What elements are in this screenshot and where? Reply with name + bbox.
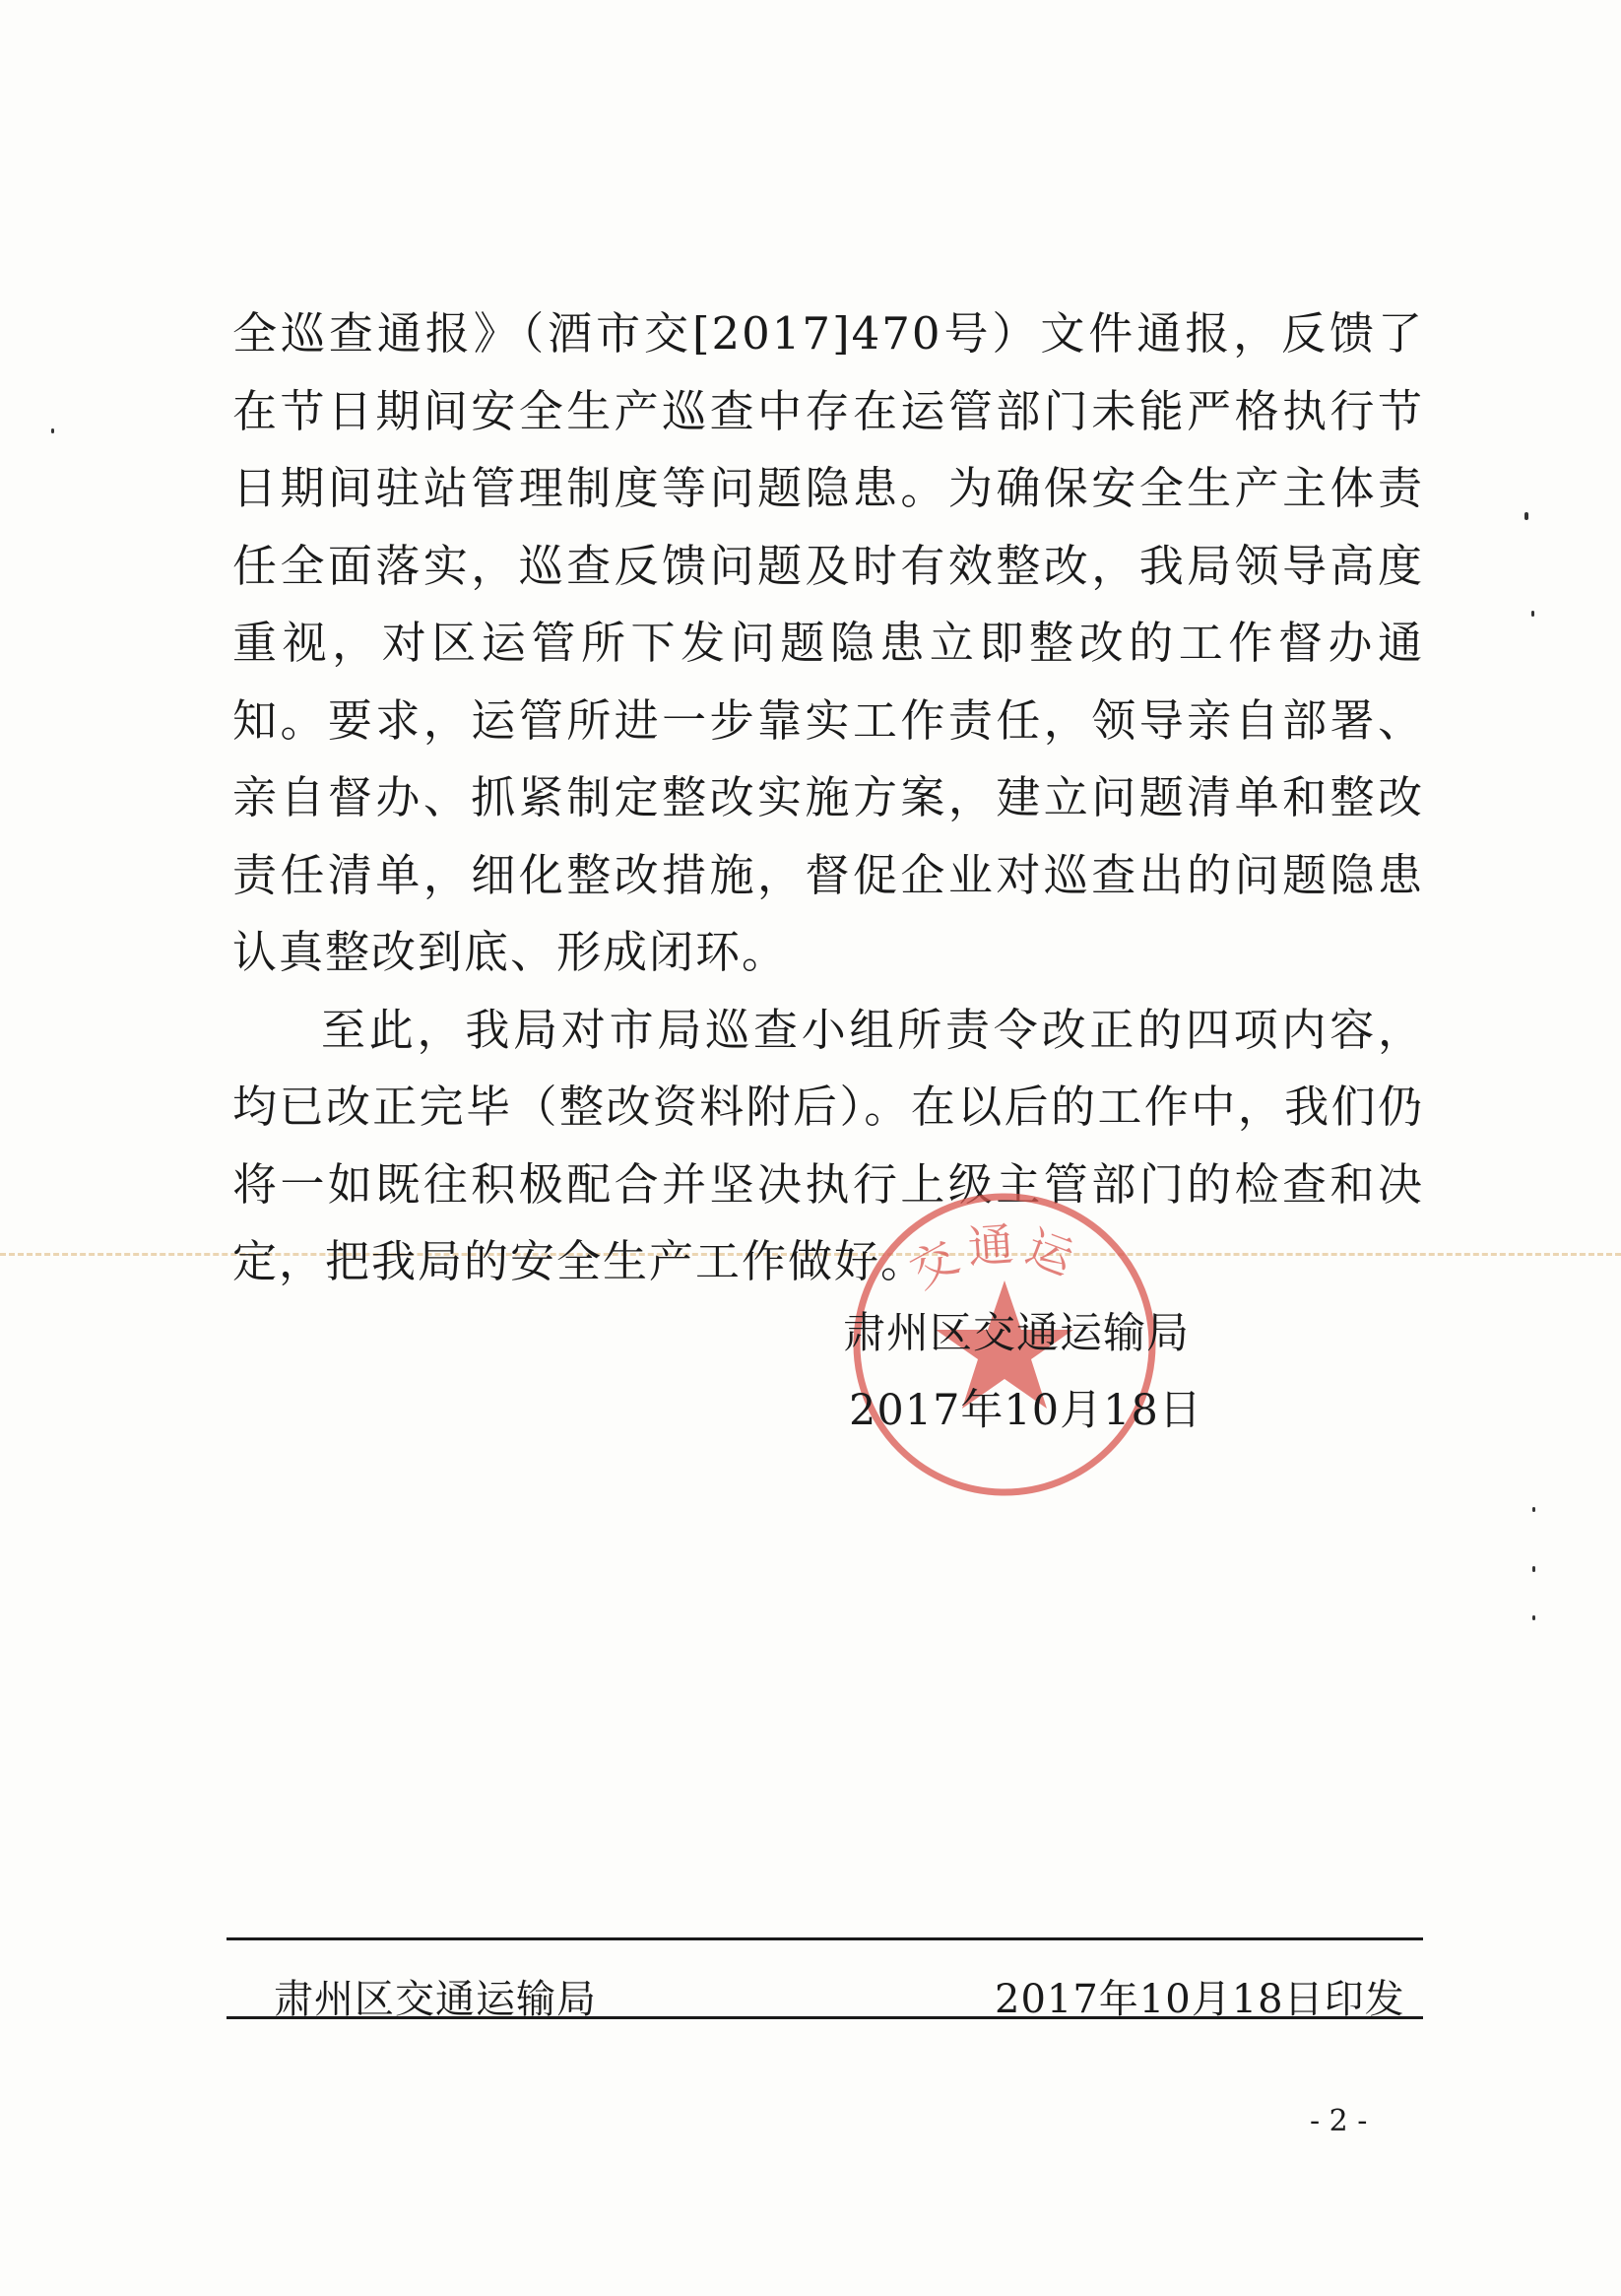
footer-top-rule [227, 1937, 1423, 1940]
scan-speck [51, 428, 54, 433]
page-number: - 2 - [1310, 2104, 1368, 2138]
footer-organization: 肃州区交通运输局 [274, 1977, 597, 2022]
scan-speck [1524, 512, 1528, 520]
scan-speck [1532, 1615, 1535, 1620]
document-body [232, 295, 1424, 1301]
scan-speck [1532, 1507, 1535, 1512]
footer-issue-date: 2017年10月18日印发 [995, 1977, 1405, 2022]
footer-bottom-rule [227, 2016, 1423, 2019]
signature-date: 2017年10月18日 [849, 1386, 1202, 1435]
svg-text:交通运 [901, 1217, 1087, 1299]
scan-speck [1532, 1566, 1535, 1572]
signature-organization: 肃州区交通运输局 [843, 1309, 1190, 1358]
body-paragraph-1: 全巡查通报》（酒市交[2017]470号）文件通报，反馈了在节日期间安全生产巡查中存在运管部门未能严格执行节日期间驻站管理制度等问题隐患。为确保安全生产主体责任全面落实，巡查反馈问题及时有效整改，我局领导高度重视，对区运管所下发问题隐患立即整改的工作督办通知。要求，运管所进一步靠实工作责任，领导亲自部署、亲自督办、抓紧制定整改实施方案，建立问题清单和整改责任清单，细化整改措施，督促企业对巡查出的问题隐患认真整改到底、形成闭环。 [232, 307, 1424, 978]
body-paragraph-2: 至此，我局对市局巡查小组所责令改正的四项内容，均已改正完毕（整改资料附后）。在以后的工作中，我们仍将一如既往积极配合并坚决执行上级主管部门的检查和决定，把我局的安全生产工作做好。 [232, 1003, 1424, 1287]
seal-text: 交通运 [901, 1216, 1088, 1299]
scan-speck [1531, 611, 1534, 617]
